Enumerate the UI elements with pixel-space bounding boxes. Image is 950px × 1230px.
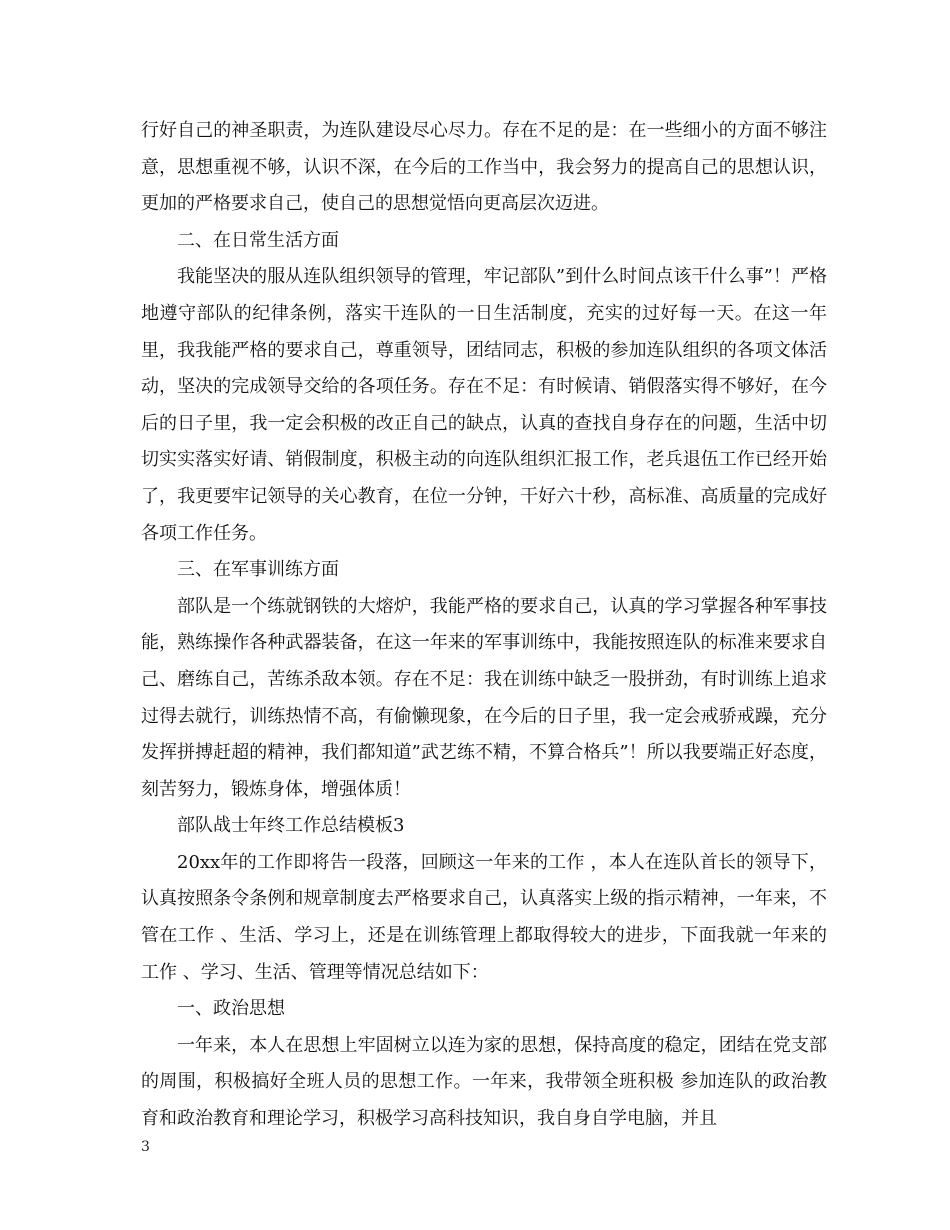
section-heading-military-training: 三、在军事训练方面 <box>177 559 339 581</box>
section-heading-daily-life: 二、在日常生活方面 <box>177 229 339 251</box>
paragraph-continued: 行好自己的神圣职责，为连队建设尽心尽力。存在不足的是：在一些细小的方面不够注意，思想重视不够，认识不深，在今后的工作当中，我会努力的提高自己的思想认识，更加的严格要求自己，使自己的思想觉悟向更高层次迈进。 <box>141 120 827 215</box>
body-text <box>141 113 827 1138</box>
page-number: 3 <box>141 1139 150 1155</box>
paragraph-daily-life: 我能坚决的服从连队组织领导的管理，牢记部队”到什么时间点该干什么事”！严格地遵守部队的纪律条例，落实干连队的一日生活制度，充实的过好每一天。在这一年里，我我能严格的要求自己，尊重领导，团结同志，积极的参加连队组织的各项文体活动，坚决的完成领导交给的各项任务。存在不足：有时候请、销假落实得不够好，在今后的日子里，我一定会积极的改正自己的缺点，认真的查找自身存在的问题，生活中切切实实落实好请、销假制度，积极主动的向连队组织汇报工作，老兵退伍工作已经开始了，我更要牢记领导的关心教育，在位一分钟，干好六十秒，高标准、高质量的完成好各项工作任务。 <box>141 266 827 544</box>
paragraph-intro: 20xx年的工作即将告一段落，回顾这一年来的工作 ，本人在连队首长的领导下，认真按照条令条例和规章制度去严格要求自己，认真落实上级的指示精神，一年来，不管在工作 、生活、学习上，还是在训练管理上都取得较大的进步，下面我就一年来的工作 、学习、生活、管理等情况总结如下： <box>141 851 827 983</box>
paragraph-military-training: 部队是一个练就钢铁的大熔炉，我能严格的要求自己，认真的学习掌握各种军事技能，熟练操作各种武器装备，在这一年来的军事训练中，我能按照连队的标准来要求自己、磨练自己，苦练杀敌本领。存在不足：我在训练中缺乏一股拼劲，有时训练上追求过得去就行，训练热情不高，有偷懒现象，在今后的日子里，我一定会戒骄戒躁，充分发挥拼搏赶超的精神，我们都知道”武艺练不精，不算合格兵”！所以我要端正好态度，刻苦努力，锻炼身体，增强体质！ <box>141 595 827 800</box>
section-heading-political-thought: 一、政治思想 <box>177 998 285 1020</box>
template-title: 部队战士年终工作总结模板3 <box>177 815 405 837</box>
paragraph-political-thought: 一年来，本人在思想上牢固树立以连为家的思想，保持高度的稳定，团结在党支部的周围，积极搞好全班人员的思想工作。一年来，我带领全班积极 参加连队的政治教育和政治教育和理论学习，积极学习高科技知识，我自身自学电脑，并且 <box>141 1034 827 1130</box>
